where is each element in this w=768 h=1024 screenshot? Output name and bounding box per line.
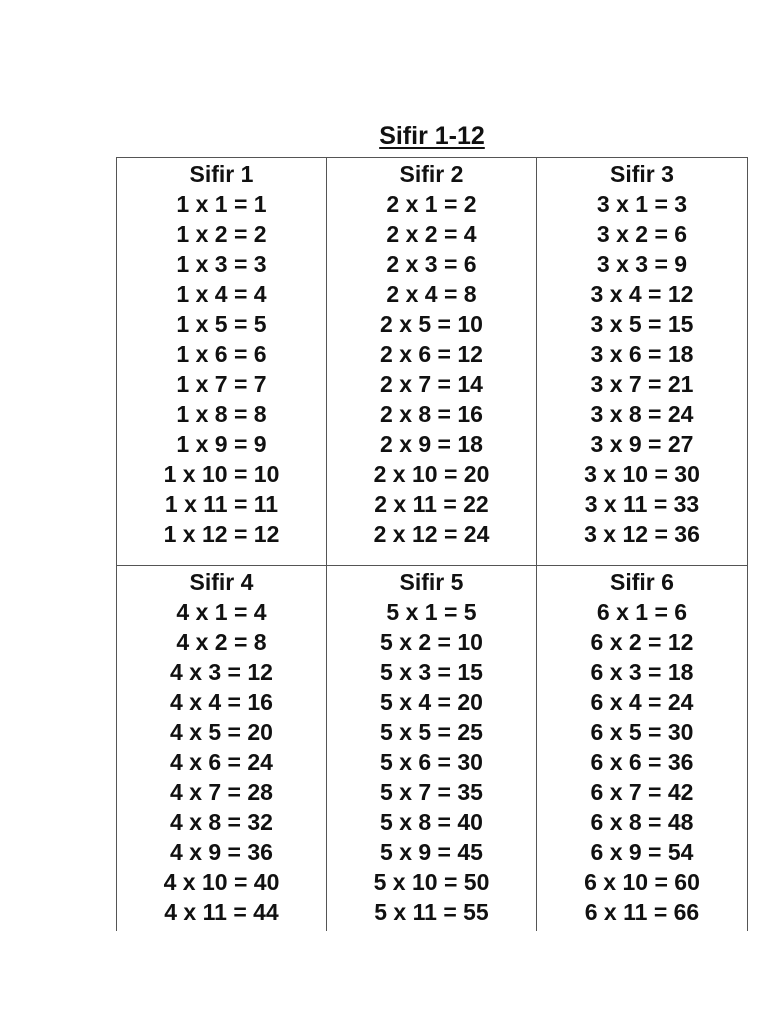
times-table-row: 3 x 9 = 27 [590,431,694,457]
times-table-block [327,158,537,566]
times-table-row: 5 x 2 = 10 [380,629,483,655]
times-table-row: 1 x 9 = 9 [176,431,267,457]
times-table-row: 5 x 6 = 30 [380,749,483,775]
times-table-row: 3 x 11 = 33 [584,491,700,517]
times-table-row: 3 x 7 = 21 [590,371,694,397]
times-table-row: 2 x 9 = 18 [380,431,483,457]
times-table-row: 5 x 11 = 55 [374,899,489,925]
times-table-row: 6 x 2 = 12 [590,629,694,655]
times-table-row: 6 x 4 = 24 [590,689,694,715]
times-table-row: 4 x 8 = 32 [170,809,273,835]
times-table-row: 4 x 11 = 44 [164,899,279,925]
times-table-row: 2 x 2 = 4 [386,221,477,247]
times-table-row: 1 x 11 = 11 [164,491,279,517]
times-table-row: 6 x 8 = 48 [590,809,694,835]
times-table-block [537,158,747,566]
times-table-row: 2 x 4 = 8 [386,281,477,307]
times-table-row: 1 x 4 = 4 [176,281,267,307]
times-table-row: 6 x 3 = 18 [590,659,694,685]
times-table-row: 5 x 8 = 40 [380,809,483,835]
times-table-row: 3 x 3 = 9 [596,251,688,277]
times-table-row: 5 x 10 = 50 [373,869,490,895]
times-table-row: 2 x 12 = 24 [373,521,490,547]
times-table-row: 1 x 5 = 5 [176,311,267,337]
times-table-row: 2 x 10 = 20 [373,461,490,487]
times-table-row: 3 x 4 = 12 [590,281,694,307]
multiplication-table-grid [116,157,748,931]
times-table-row: 5 x 5 = 25 [380,719,483,745]
times-table-row: 6 x 10 = 60 [584,869,700,895]
page-title: Sifir 1-12 [379,122,485,150]
times-table-row: 4 x 1 = 4 [176,599,267,625]
times-table-row: 1 x 7 = 7 [176,371,267,397]
times-table-row: 6 x 6 = 36 [590,749,694,775]
times-table-row: 4 x 4 = 16 [170,689,273,715]
times-table-block [327,566,537,931]
times-table-title: Sifir 1 [189,161,254,187]
times-table-row: 2 x 6 = 12 [380,341,483,367]
times-table-row: 1 x 6 = 6 [176,341,267,367]
times-table-row: 3 x 6 = 18 [590,341,694,367]
times-table-row: 3 x 2 = 6 [596,221,688,247]
times-table-row: 5 x 9 = 45 [380,839,483,865]
multiplication-sheet [116,157,748,931]
times-table-row: 2 x 8 = 16 [380,401,483,427]
times-table-row: 6 x 9 = 54 [590,839,694,865]
times-table-row: 4 x 5 = 20 [170,719,273,745]
times-table-row: 2 x 5 = 10 [380,311,483,337]
times-table-row: 2 x 3 = 6 [386,251,477,277]
times-table-row: 6 x 11 = 66 [584,899,700,925]
times-table-block [537,566,747,931]
times-table-row: 1 x 12 = 12 [163,521,280,547]
times-table-row: 1 x 2 = 2 [176,221,267,247]
times-table-title: Sifir 4 [189,569,254,595]
times-table-row: 3 x 1 = 3 [596,191,688,217]
times-table-title: Sifir 6 [610,569,674,595]
times-table-row: 3 x 8 = 24 [590,401,694,427]
times-table-row: 3 x 5 = 15 [590,311,694,337]
times-table-row: 2 x 7 = 14 [380,371,483,397]
times-table-row: 5 x 4 = 20 [380,689,483,715]
times-table-row: 6 x 7 = 42 [590,779,694,805]
times-table-row: 4 x 6 = 24 [170,749,273,775]
times-table-row: 3 x 10 = 30 [584,461,700,487]
times-table-row: 4 x 9 = 36 [170,839,273,865]
times-table-row: 4 x 2 = 8 [176,629,267,655]
times-table-row: 4 x 10 = 40 [163,869,280,895]
times-table-row: 6 x 5 = 30 [590,719,694,745]
times-table-row: 4 x 7 = 28 [170,779,273,805]
times-table-block [117,566,327,931]
times-table-row: 5 x 7 = 35 [380,779,483,805]
times-table-title: Sifir 5 [399,569,464,595]
times-table-row: 1 x 10 = 10 [163,461,280,487]
times-table-title: Sifir 3 [610,161,674,187]
times-table-row: 1 x 8 = 8 [176,401,267,427]
times-table-row: 2 x 1 = 2 [386,191,477,217]
times-table-row: 4 x 3 = 12 [170,659,273,685]
times-table-row: 5 x 1 = 5 [386,599,477,625]
times-table-row: 2 x 11 = 22 [374,491,489,517]
times-table-row: 3 x 12 = 36 [584,521,700,547]
times-table-row: 5 x 3 = 15 [380,659,483,685]
times-table-row: 1 x 3 = 3 [176,251,267,277]
times-table-row: 6 x 1 = 6 [596,599,688,625]
times-table-row: 1 x 1 = 1 [176,191,267,217]
times-table-block [117,158,327,566]
times-table-title: Sifir 2 [399,161,464,187]
